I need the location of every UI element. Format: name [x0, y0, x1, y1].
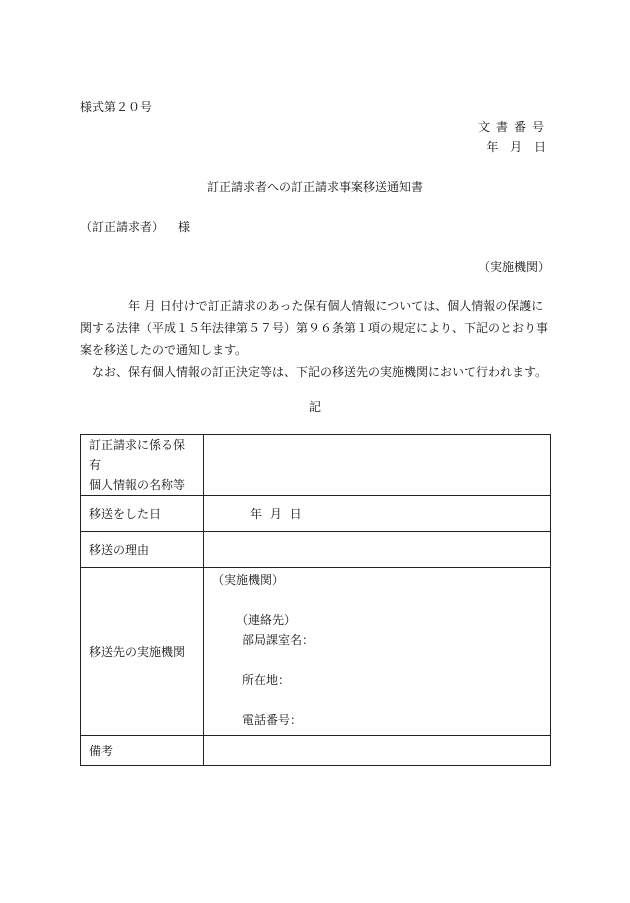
table-row [81, 532, 551, 568]
table-value-transfer-date: 年 月 日 [204, 496, 551, 532]
destination-address-label: 所在地： [242, 673, 291, 687]
table-value-remarks [204, 736, 551, 766]
table-label-line: 個人情報の名称等 [89, 478, 186, 492]
table-label-personal-info [81, 435, 204, 496]
table-row [81, 435, 551, 496]
destination-block [212, 570, 542, 730]
destination-org: （実施機関） [212, 573, 285, 587]
date-line: 年 月 日 [486, 140, 550, 154]
body-text [80, 295, 552, 383]
destination-contact: （連絡先） [236, 613, 297, 627]
table-row [81, 496, 551, 532]
document-number-label: 文書番号 [477, 120, 550, 134]
table-value-destination [204, 568, 551, 736]
table-label-transfer-reason: 移送の理由 [81, 532, 204, 568]
destination-dept-label: 部局課室名： [242, 633, 315, 647]
table-row [81, 568, 551, 736]
table-value-personal-info [204, 435, 551, 496]
table-label-destination: 移送先の実施機関 [81, 568, 204, 736]
body-paragraph-2: なお、保有個人情報の訂正決定等は、下記の移送先の実施機関において行われます。 [92, 365, 548, 379]
body-paragraph-1: 年 月 日付けで訂正請求のあった保有個人情報については、個人情報の保護に関する法律（平成１５年法律第５７号）第９６条第１項の規定により、下記のとおり事案を移送したので通知します。 [80, 299, 549, 357]
document-title: 訂正請求者への訂正請求事案移送通知書 [206, 180, 423, 194]
addressee-label: （訂正請求者） [80, 220, 165, 234]
table-label-transfer-date: 移送をした日 [81, 496, 204, 532]
table-label-remarks: 備考 [81, 736, 204, 766]
addressee-honorific: 様 [178, 220, 191, 234]
form-number: 様式第２０号 [80, 100, 153, 114]
details-table [80, 434, 551, 766]
note-heading: 記 [308, 400, 321, 414]
addressee-line [80, 218, 190, 235]
table-row [81, 736, 551, 766]
table-value-transfer-reason [204, 532, 551, 568]
table-label-line: 訂正請求に係る保有 [89, 438, 186, 472]
destination-phone-label: 電話番号： [242, 713, 303, 727]
sender-org: （実施機関） [477, 260, 550, 274]
